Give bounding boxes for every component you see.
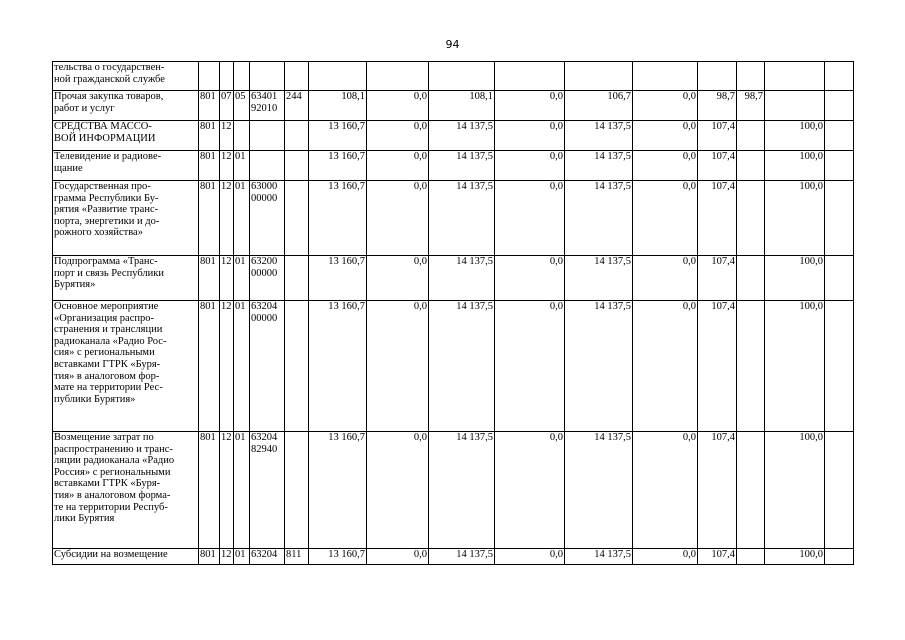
table-row: [53, 432, 854, 549]
row-value-cell: 01: [234, 151, 250, 181]
row-value-cell: [234, 121, 250, 151]
row-value-cell: 0,0: [633, 91, 698, 121]
row-value-cell: 13 160,7: [309, 151, 367, 181]
row-value-cell: 0,0: [495, 91, 565, 121]
table-row: [53, 91, 854, 121]
row-value-cell: 14 137,5: [429, 121, 495, 151]
row-name-line: Возмещение затрат по: [54, 432, 154, 443]
row-value-cell: [285, 301, 309, 432]
row-value-cell: [825, 301, 854, 432]
row-value-cell: [285, 121, 309, 151]
row-value-cell: [825, 549, 854, 565]
row-value-cell: 0,0: [633, 432, 698, 549]
row-value-cell: 01: [234, 301, 250, 432]
table-row: [53, 256, 854, 301]
row-value-cell: 12: [220, 432, 234, 549]
row-value-cell: 107,4: [698, 301, 737, 432]
row-value-cell: 98,7: [698, 91, 737, 121]
row-value-cell: [633, 62, 698, 91]
row-value-cell: 01: [234, 256, 250, 301]
row-value-cell: 13 160,7: [309, 256, 367, 301]
row-value-cell: 107,4: [698, 181, 737, 256]
row-value-cell: 63200 00000: [250, 256, 285, 301]
row-value-cell: [250, 62, 285, 91]
row-value-cell: 63204: [250, 549, 285, 565]
row-value-cell: 63000 00000: [250, 181, 285, 256]
row-value-cell: [825, 256, 854, 301]
row-name-cell: [53, 121, 199, 151]
row-value-cell: 108,1: [429, 91, 495, 121]
row-name-line: Основное мероприятие: [54, 301, 159, 312]
row-value-cell: 0,0: [495, 432, 565, 549]
row-value-cell: 107,4: [698, 432, 737, 549]
row-value-cell: 0,0: [367, 301, 429, 432]
row-name-line: Субсидии на возмещение: [54, 549, 168, 560]
row-name-line: рятия «Развитие транс-: [54, 204, 159, 216]
row-name-cell: [53, 549, 199, 565]
row-value-cell: [565, 62, 633, 91]
row-value-cell: 801: [199, 301, 220, 432]
row-value-cell: 0,0: [495, 549, 565, 565]
row-value-cell: 100,0: [765, 301, 825, 432]
row-name-cell: [53, 301, 199, 432]
row-value-cell: 12: [220, 549, 234, 565]
row-value-cell: 244: [285, 91, 309, 121]
row-value-cell: [285, 181, 309, 256]
row-name-line: работ и услуг: [54, 102, 115, 114]
row-value-cell: 63204 82940: [250, 432, 285, 549]
row-value-cell: 811: [285, 549, 309, 565]
row-value-cell: 0,0: [367, 549, 429, 565]
row-value-cell: 14 137,5: [429, 181, 495, 256]
row-value-cell: 14 137,5: [565, 181, 633, 256]
row-value-cell: 0,0: [633, 151, 698, 181]
row-name-line: мате на территории Рес-: [54, 382, 163, 394]
row-value-cell: 98,7: [737, 91, 765, 121]
table-row: [53, 62, 854, 91]
row-value-cell: 100,0: [765, 432, 825, 549]
row-name-line: СРЕДСТВА МАССО-: [54, 121, 152, 132]
row-name-line: грамма Республики Бу-: [54, 192, 159, 204]
row-value-cell: 100,0: [765, 181, 825, 256]
row-value-cell: 01: [234, 181, 250, 256]
row-value-cell: 05: [234, 91, 250, 121]
row-value-cell: 14 137,5: [565, 549, 633, 565]
row-value-cell: 14 137,5: [565, 432, 633, 549]
row-value-cell: 0,0: [495, 256, 565, 301]
row-value-cell: [737, 549, 765, 565]
row-value-cell: 0,0: [367, 181, 429, 256]
row-name-line: Россия» с региональными: [54, 466, 171, 478]
row-value-cell: 801: [199, 181, 220, 256]
row-value-cell: 0,0: [633, 256, 698, 301]
table-row: [53, 121, 854, 151]
row-name-line: порт и связь Республики: [54, 267, 164, 279]
row-name-line: вставками ГТРК «Буря-: [54, 358, 161, 370]
row-value-cell: 107,4: [698, 121, 737, 151]
row-name-line: публики Бурятия»: [54, 393, 136, 405]
row-value-cell: 0,0: [367, 256, 429, 301]
row-value-cell: 801: [199, 549, 220, 565]
row-value-cell: 13 160,7: [309, 121, 367, 151]
row-value-cell: [825, 91, 854, 121]
page-number: 94: [445, 38, 460, 51]
row-value-cell: [285, 256, 309, 301]
row-value-cell: 14 137,5: [565, 121, 633, 151]
row-value-cell: 0,0: [495, 151, 565, 181]
row-name-line: те на территории Респуб-: [54, 501, 168, 513]
row-name-line: ной гражданской службе: [54, 73, 165, 85]
row-value-cell: 13 160,7: [309, 432, 367, 549]
row-value-cell: [234, 62, 250, 91]
row-value-cell: 0,0: [633, 181, 698, 256]
row-value-cell: [825, 181, 854, 256]
row-value-cell: [825, 151, 854, 181]
row-value-cell: 12: [220, 151, 234, 181]
row-name-line: Подпрограмма «Транс-: [54, 256, 158, 267]
row-name-cell: [53, 151, 199, 181]
row-value-cell: [765, 91, 825, 121]
row-value-cell: [737, 256, 765, 301]
row-name-cell: [53, 181, 199, 256]
row-value-cell: [220, 62, 234, 91]
row-value-cell: [737, 151, 765, 181]
row-value-cell: 0,0: [495, 301, 565, 432]
row-value-cell: 100,0: [765, 121, 825, 151]
row-name-line: щание: [54, 162, 83, 174]
row-name-line: радиоканала «Радио Рос-: [54, 335, 167, 347]
row-value-cell: 107,4: [698, 549, 737, 565]
row-value-cell: [199, 62, 220, 91]
row-name-line: Прочая закупка товаров,: [54, 91, 164, 102]
row-value-cell: [825, 432, 854, 549]
row-value-cell: 100,0: [765, 256, 825, 301]
row-value-cell: 801: [199, 256, 220, 301]
row-value-cell: 0,0: [633, 301, 698, 432]
row-value-cell: 63204 00000: [250, 301, 285, 432]
row-value-cell: [285, 151, 309, 181]
row-value-cell: 12: [220, 121, 234, 151]
row-value-cell: 107,4: [698, 256, 737, 301]
row-name-cell: [53, 432, 199, 549]
row-value-cell: 01: [234, 432, 250, 549]
row-value-cell: 801: [199, 432, 220, 549]
row-value-cell: [250, 151, 285, 181]
row-value-cell: 0,0: [633, 121, 698, 151]
row-value-cell: 100,0: [765, 549, 825, 565]
row-value-cell: 13 160,7: [309, 301, 367, 432]
row-value-cell: 0,0: [633, 549, 698, 565]
row-value-cell: [737, 121, 765, 151]
row-name-line: вставками ГТРК «Буря-: [54, 478, 161, 490]
row-value-cell: [429, 62, 495, 91]
row-value-cell: 0,0: [367, 121, 429, 151]
row-name-line: Бурятия»: [54, 279, 96, 291]
row-value-cell: [698, 62, 737, 91]
row-value-cell: 801: [199, 121, 220, 151]
row-value-cell: 13 160,7: [309, 181, 367, 256]
row-value-cell: 14 137,5: [429, 256, 495, 301]
row-value-cell: 0,0: [495, 121, 565, 151]
row-value-cell: 14 137,5: [429, 301, 495, 432]
row-value-cell: 13 160,7: [309, 549, 367, 565]
row-value-cell: 14 137,5: [565, 301, 633, 432]
row-value-cell: [309, 62, 367, 91]
row-value-cell: 801: [199, 151, 220, 181]
row-value-cell: [285, 432, 309, 549]
row-value-cell: 100,0: [765, 151, 825, 181]
row-value-cell: [825, 62, 854, 91]
row-name-cell: [53, 62, 199, 91]
row-name-line: лики Бурятия: [54, 513, 115, 525]
row-value-cell: 14 137,5: [429, 432, 495, 549]
row-value-cell: 14 137,5: [565, 151, 633, 181]
row-value-cell: 801: [199, 91, 220, 121]
row-name-line: ВОЙ ИНФОРМАЦИИ: [54, 132, 156, 144]
row-value-cell: [285, 62, 309, 91]
row-value-cell: 0,0: [495, 181, 565, 256]
row-value-cell: [367, 62, 429, 91]
row-value-cell: 0,0: [367, 432, 429, 549]
row-value-cell: [765, 62, 825, 91]
row-name-line: ляции радиоканала «Радио: [54, 455, 175, 467]
row-name-line: тельства о государствен-: [54, 62, 165, 73]
row-value-cell: 0,0: [367, 91, 429, 121]
row-name-line: «Организация распро-: [54, 312, 154, 324]
row-name-cell: [53, 91, 199, 121]
row-name-line: тия» в аналоговом фор-: [54, 370, 160, 382]
row-value-cell: 106,7: [565, 91, 633, 121]
table-row: [53, 301, 854, 432]
row-value-cell: 12: [220, 256, 234, 301]
row-value-cell: 108,1: [309, 91, 367, 121]
budget-table: [52, 61, 854, 565]
table-row: [53, 549, 854, 565]
row-value-cell: 14 137,5: [429, 549, 495, 565]
row-name-cell: [53, 256, 199, 301]
row-value-cell: 14 137,5: [565, 256, 633, 301]
row-value-cell: [495, 62, 565, 91]
row-value-cell: 12: [220, 181, 234, 256]
row-value-cell: 14 137,5: [429, 151, 495, 181]
row-name-line: тия» в аналоговом форма-: [54, 489, 171, 501]
row-value-cell: [737, 301, 765, 432]
row-value-cell: [737, 181, 765, 256]
row-value-cell: 0,0: [367, 151, 429, 181]
row-name-line: порта, энергетики и до-: [54, 215, 160, 227]
row-value-cell: 12: [220, 301, 234, 432]
row-value-cell: [250, 121, 285, 151]
row-value-cell: 07: [220, 91, 234, 121]
row-value-cell: 107,4: [698, 151, 737, 181]
table-row: [53, 181, 854, 256]
row-value-cell: [825, 121, 854, 151]
row-name-line: сия» с региональными: [54, 347, 155, 359]
row-value-cell: [737, 432, 765, 549]
row-name-line: распространению и транс-: [54, 443, 173, 455]
row-value-cell: 63401 92010: [250, 91, 285, 121]
row-name-line: странения и трансляции: [54, 324, 163, 336]
row-name-line: Государственная про-: [54, 181, 151, 192]
row-value-cell: 01: [234, 549, 250, 565]
row-name-line: Телевидение и радиове-: [54, 151, 162, 162]
table-row: [53, 151, 854, 181]
row-name-line: рожного хозяйства»: [54, 227, 143, 239]
row-value-cell: [737, 62, 765, 91]
